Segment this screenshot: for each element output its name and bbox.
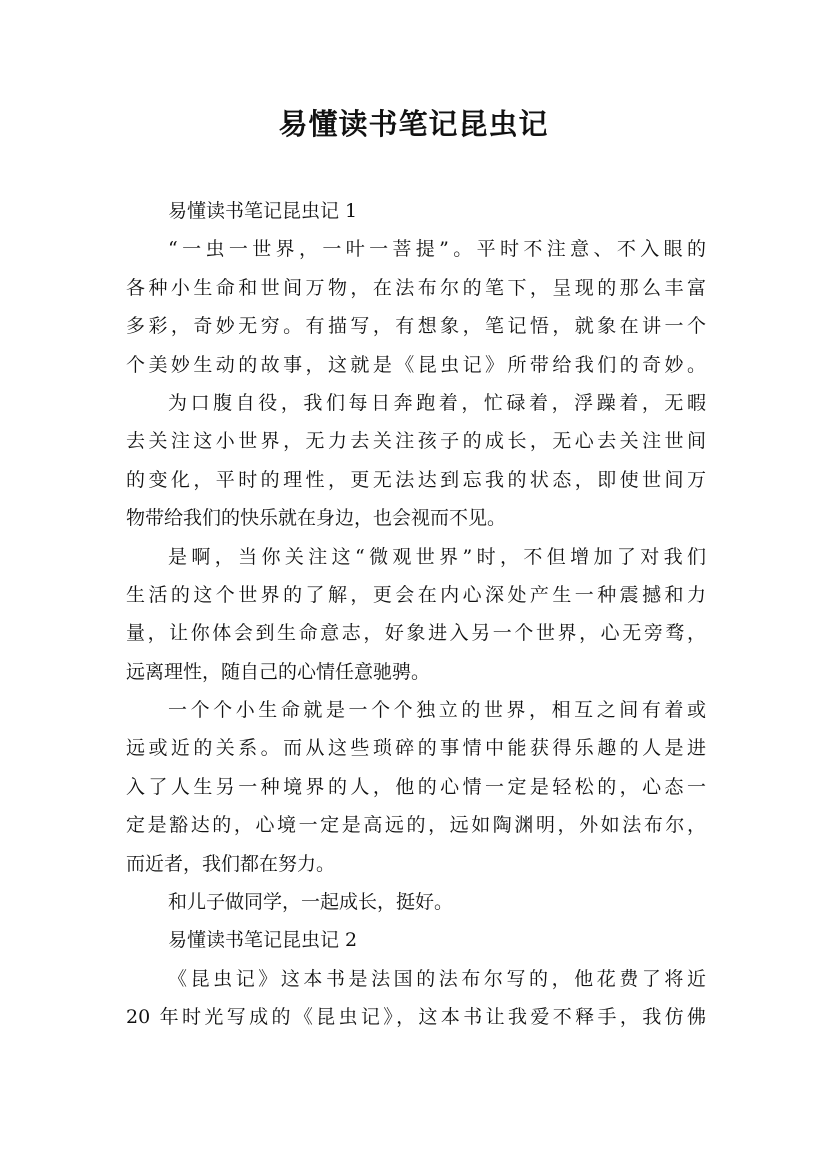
paragraph-line: 《昆虫记》这本书是法国的法布尔写的，他花费了将近 — [168, 967, 706, 990]
paragraph-line: 远离理性，随自己的心情任意驰骋。 — [126, 660, 431, 683]
paragraph-line: 是啊，当你关注这“微观世界”时，不但增加了对我们 — [168, 545, 706, 568]
section-heading-2: 易懂读书笔记昆虫记 2 — [168, 929, 358, 952]
paragraph-line: 20 年时光写成的《昆虫记》，这本书让我爱不释手，我仿佛 — [126, 1006, 706, 1029]
paragraph-line: 而近者，我们都在努力。 — [126, 852, 336, 875]
paragraph-line: 个美妙生动的故事，这就是《昆虫记》所带给我们的奇妙。 — [126, 353, 706, 376]
paragraph-line: 多彩，奇妙无穷。有描写，有想象，笔记悟，就象在讲一个 — [126, 315, 706, 338]
section-heading-1: 易懂读书笔记昆虫记 1 — [168, 200, 358, 222]
paragraph-line: 去关注这小世界，无力去关注孩子的成长，无心去关注世间 — [126, 430, 706, 453]
document-body — [126, 192, 706, 1037]
paragraph-line: “一虫一世界，一叶一菩提”。平时不注意、不入眼的 — [168, 238, 706, 261]
paragraph-line: 一个个小生命就是一个个独立的世界，相互之间有着或 — [168, 699, 706, 722]
paragraph-line: 入了人生另一种境界的人，他的心情一定是轻松的，心态一 — [126, 775, 706, 798]
paragraph-line: 各种小生命和世间万物，在法布尔的笔下，呈现的那么丰富 — [126, 276, 706, 299]
paragraph-line: 的变化，平时的理性，更无法达到忘我的状态，即使世间万 — [126, 468, 706, 491]
paragraph-line: 为口腹自役，我们每日奔跑着，忙碌着，浮躁着，无暇 — [168, 391, 706, 414]
paragraph-line: 定是豁达的，心境一定是高远的，远如陶渊明，外如法布尔， — [126, 814, 706, 837]
document-title: 易懂读书笔记昆虫记 — [278, 107, 549, 141]
paragraph-line: 远或近的关系。而从这些琐碎的事情中能获得乐趣的人是进 — [126, 737, 706, 760]
paragraph-line: 和儿子做同学，一起成长，挺好。 — [168, 891, 454, 914]
paragraph-line: 物带给我们的快乐就在身边，也会视而不见。 — [126, 507, 507, 530]
paragraph-line: 生活的这个世界的了解，更会在内心深处产生一种震撼和力 — [126, 583, 706, 606]
paragraph-line: 量，让你体会到生命意志，好象进入另一个世界，心无旁骛， — [126, 622, 706, 645]
